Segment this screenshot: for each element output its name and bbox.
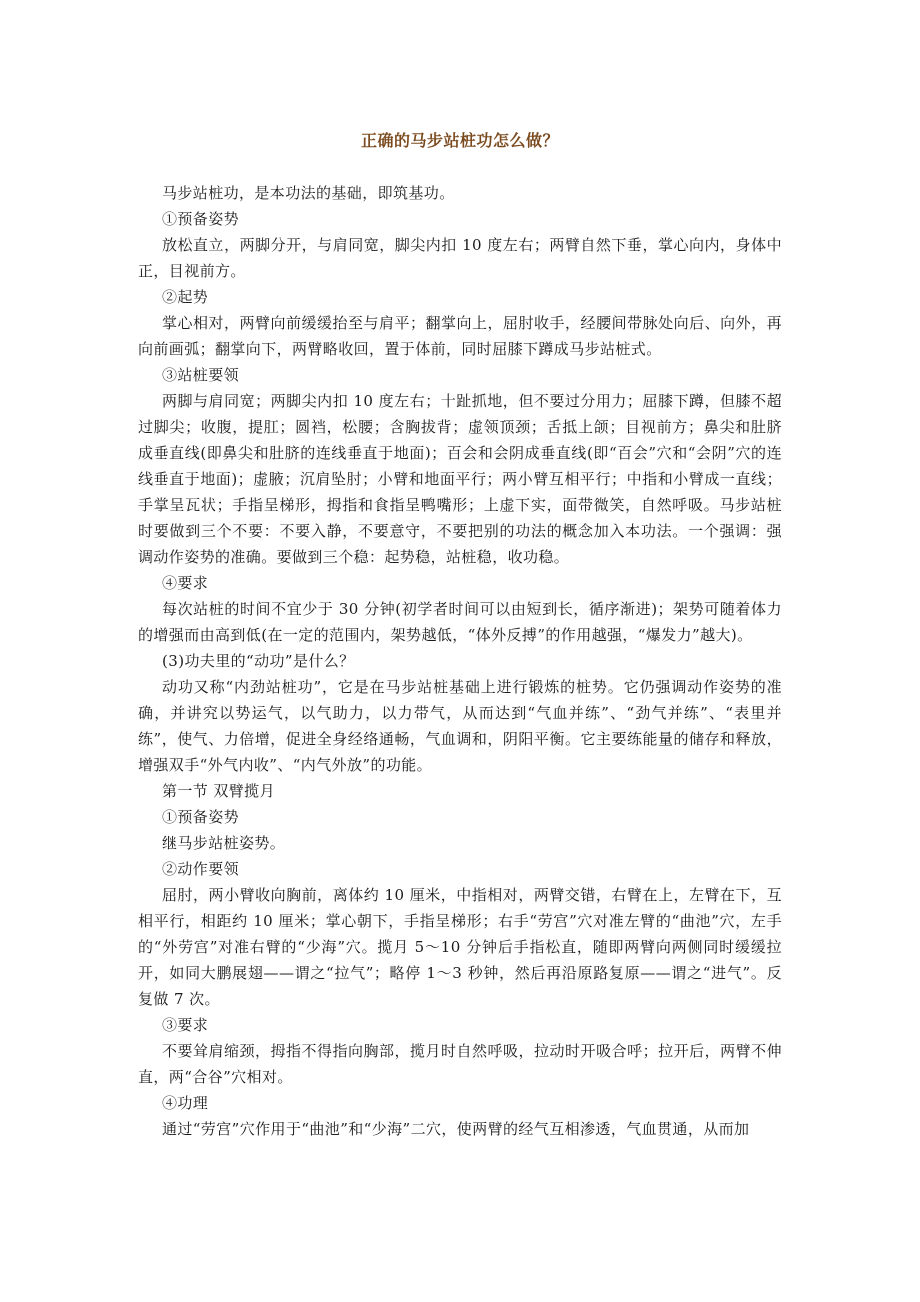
section-heading-principle: ④功理 (162, 1094, 209, 1112)
paragraph-principle: 通过“劳宫”穴作用于“曲池”和“少海”二穴，使两臂的经气互相渗透，气血贯通，从而加 (162, 1120, 750, 1138)
paragraph-essentials: 两脚与肩同宽；两脚尖内扣 10 度左右；十趾抓地，但不要过分用力；屈膝下蹲，但膝不超过脚尖；收腹，提肛；圆裆，松腰；含胸拔背；虚领顶颈；舌抵上颌；目视前方；鼻尖和肚脐成垂直线(即鼻尖和肚脐的连线垂直于地面)；百会和会阴成垂直线(即“百会”穴和“会阴”穴的连线垂直于地面)；虚腋；沉肩坠肘；小臂和地面平行；两小臂互相平行；中指和小臂成一直线；手掌呈瓦状；手指呈梯形，拇指和食指呈鸭嘴形；上虚下实，面带微笑，自然呼吸。马步站桩时要做到三个不要：不要入静，不要意守，不要把别的功法的概念加入本功法。一个强调：强调动作姿势的准确。要做到三个稳：起势稳，站桩稳，收功稳。 (138, 392, 782, 566)
paragraph-requirements-2: 不要耸肩缩颈，拇指不得指向胸部，揽月时自然呼吸，拉动时开吸合呼；拉开后，两臂不伸直，两“合谷”穴相对。 (138, 1042, 782, 1086)
paragraph-prep: 放松直立，两脚分开，与肩同宽，脚尖内扣 10 度左右；两臂自然下垂，掌心向内，身体中正，目视前方。 (138, 236, 782, 280)
document-page (138, 130, 782, 1142)
section-heading-prep: ①预备姿势 (162, 210, 240, 228)
section-heading-dynamic: (3)功夫里的“动功”是什么？ (162, 652, 355, 670)
paragraph-start: 掌心相对，两臂向前缓缓抬至与肩平；翻掌向上，屈肘收手，经腰间带脉处向后、向外，再向前画弧；翻掌向下，两臂略收回，置于体前，同时屈膝下蹲成马步站桩式。 (138, 314, 782, 358)
intro-paragraph: 马步站桩功，是本功法的基础，即筑基功。 (162, 184, 455, 202)
section-heading-essentials: ③站桩要领 (162, 366, 240, 384)
paragraph-dynamic: 动功又称“内劲站桩功”，它是在马步站桩基础上进行锻炼的桩势。它仍强调动作姿势的准确，并讲究以势运气，以气助力，以力带气，从而达到“气血并练”、“劲气并练”、“表里并练”，使气、力倍增，促进全身经络通畅，气血调和，阴阳平衡。它主要练能量的储存和释放，增强双手“外气内收”、“内气外放”的功能。 (138, 678, 782, 774)
paragraph-prep-2: 继马步站桩姿势。 (162, 834, 286, 852)
paragraph-requirements: 每次站桩的时间不宜少于 30 分钟(初学者时间可以由短到长，循序渐进)；架势可随着体力的增强而由高到低(在一定的范围内，架势越低，“体外反搏”的作用越强，“爆发力”越大)。 (138, 600, 782, 644)
section-heading-movement: ②动作要领 (162, 860, 240, 878)
section-heading-prep-2: ①预备姿势 (162, 808, 240, 826)
section-heading-part-one: 第一节 双臂揽月 (162, 782, 275, 800)
section-heading-start: ②起势 (162, 288, 209, 306)
section-heading-requirements: ④要求 (162, 574, 209, 592)
page-title: 正确的马步站桩功怎么做？ (360, 131, 559, 150)
section-heading-requirements-2: ③要求 (162, 1016, 209, 1034)
paragraph-movement: 屈肘，两小臂收向胸前，离体约 10 厘米，中指相对，两臂交错，右臂在上，左臂在下，互相平行，相距约 10 厘米；掌心朝下，手指呈梯形；右手“劳宫”穴对准左臂的“曲池”穴，左手的“外劳宫”对准右臂的“少海”穴。揽月 5～10 分钟后手指松直，随即两臂向两侧同时缓缓拉开，如同大鹏展翅——谓之“拉气”；略停 1～3 秒钟，然后再沿原路复原——谓之“进气”。反复做 7 次。 (138, 886, 782, 1008)
